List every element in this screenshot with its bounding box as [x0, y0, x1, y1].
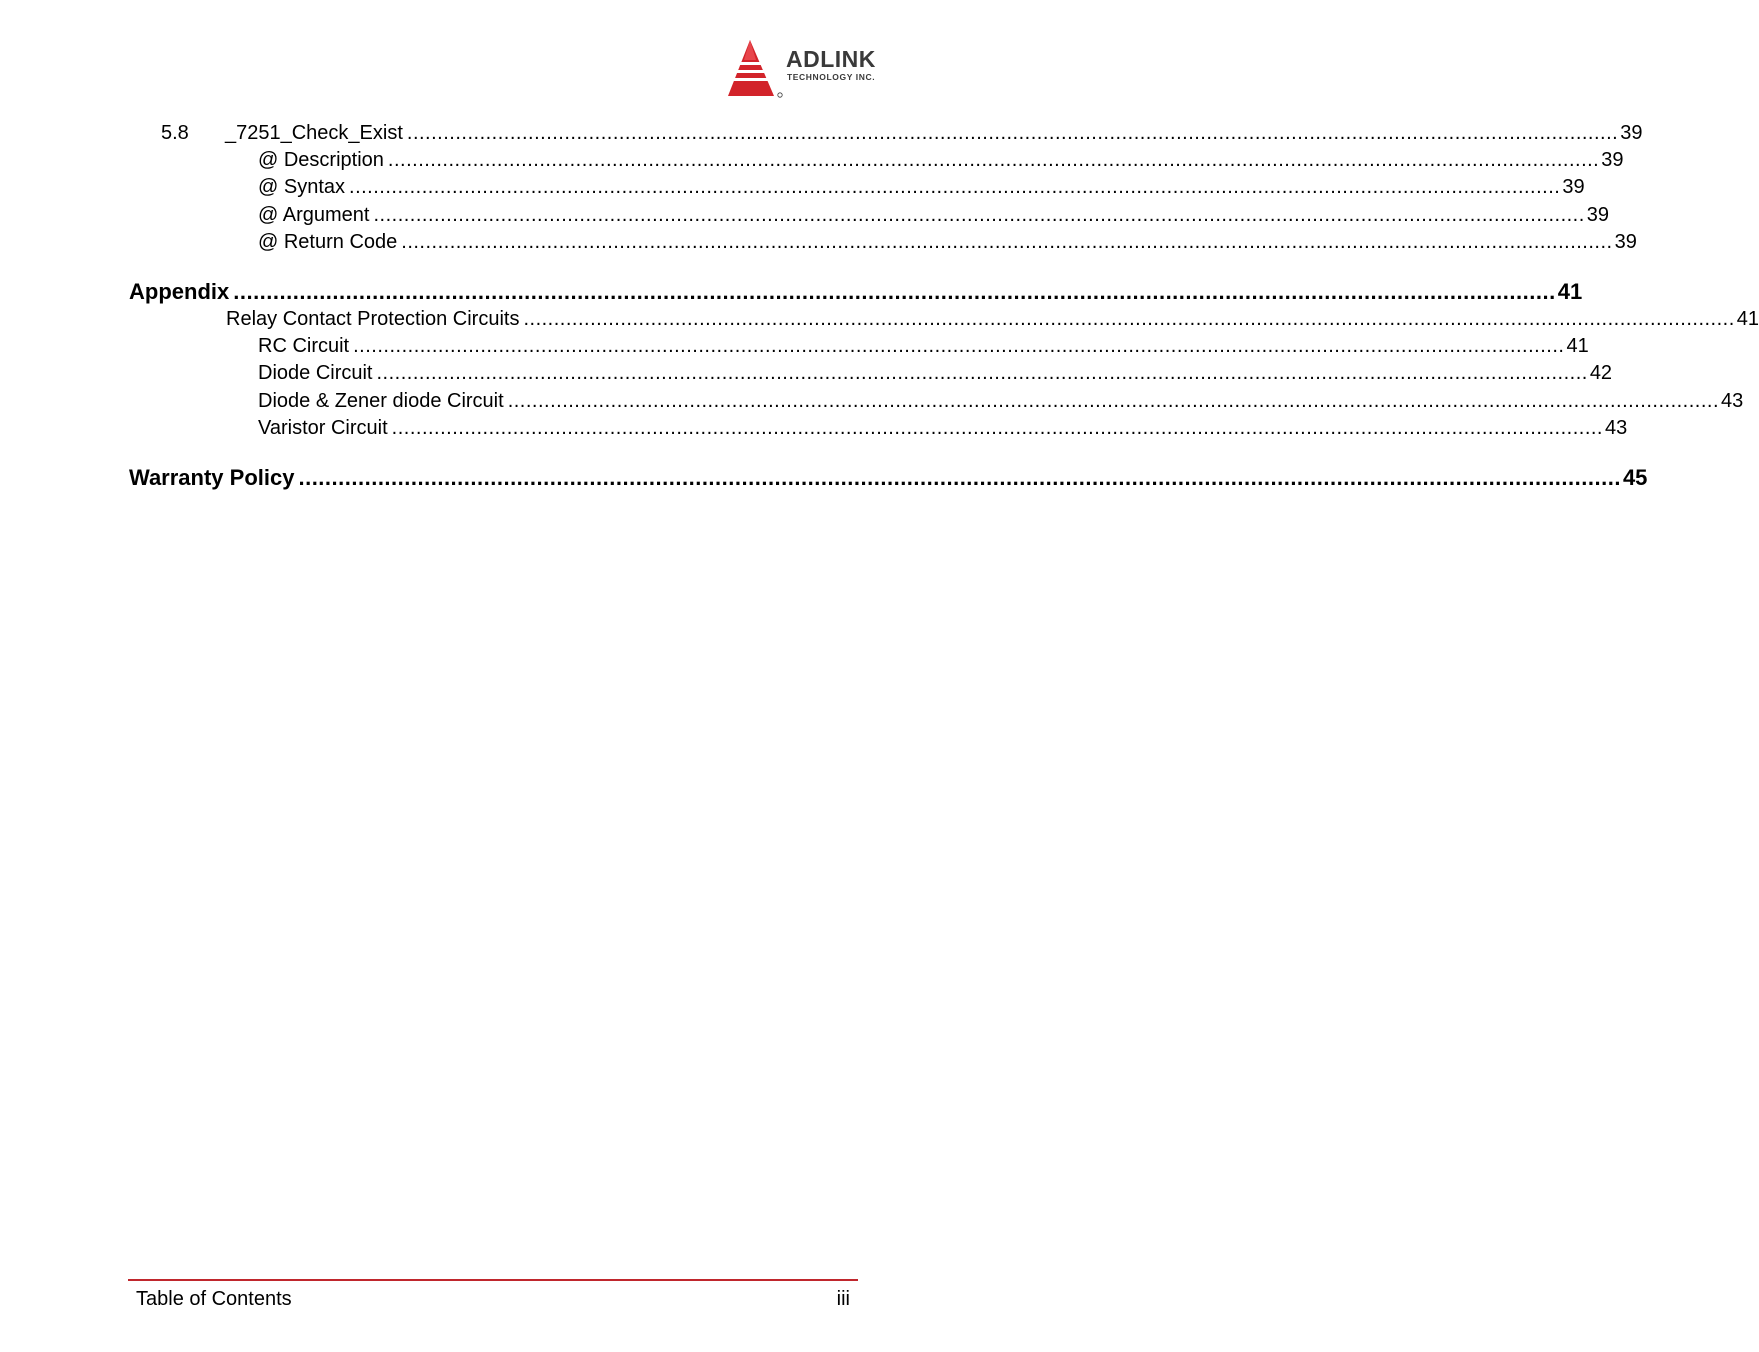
toc-entry[interactable] — [258, 204, 1610, 227]
toc-entry-title: @ Description — [258, 149, 384, 171]
toc-entry-page: 41 — [1566, 335, 1589, 357]
footer-section-title: Table of Contents — [136, 1288, 292, 1310]
toc-entry-title: @ Argument — [258, 204, 370, 226]
toc-entry-title: Diode Circuit — [258, 362, 373, 384]
toc-dot-leader: ........................................................................................................................................................................................................ — [523, 308, 1735, 330]
toc-entry-page: 39 — [1601, 149, 1624, 171]
toc-entry-title: @ Return Code — [258, 231, 398, 253]
toc-entry-page: 39 — [1562, 176, 1585, 198]
toc-entry[interactable] — [258, 231, 1637, 254]
toc-entry-page: 39 — [1620, 122, 1643, 144]
footer-page-number: iii — [836, 1288, 850, 1310]
toc-dot-leader: ........................................................................................................................................................................................................ — [373, 204, 1585, 226]
toc-entry-number: 5.8 — [161, 122, 189, 144]
brand-tagline: TECHNOLOGY INC. — [787, 72, 876, 82]
toc-dot-leader: ........................................................................................................................................................................................................ — [298, 465, 1621, 490]
toc-entry-title: Warranty Policy — [129, 465, 295, 490]
toc-entry[interactable] — [129, 465, 1648, 490]
footer-divider — [128, 1279, 858, 1281]
toc-entry[interactable] — [258, 362, 1613, 385]
brand-logo — [722, 38, 912, 100]
toc-dot-leader: ........................................................................................................................................................................................................ — [353, 335, 1565, 357]
toc-entry[interactable] — [161, 122, 1643, 145]
toc-entry-title: @ Syntax — [258, 176, 346, 198]
toc-entry-title: RC Circuit — [258, 335, 350, 357]
toc-entry[interactable] — [226, 308, 1759, 331]
toc-dot-leader: ........................................................................................................................................................................................................ — [233, 279, 1556, 304]
toc-entry-page: 45 — [1622, 465, 1648, 490]
toc-dot-leader: ........................................................................................................................................................................................................ — [376, 362, 1588, 384]
toc-entry-page: 39 — [1614, 231, 1637, 253]
toc-dot-leader: ........................................................................................................................................................................................................ — [406, 122, 1619, 144]
toc-dot-leader: ........................................................................................................................................................................................................ — [507, 390, 1720, 412]
toc-entry[interactable] — [258, 176, 1585, 199]
toc-entry[interactable] — [258, 335, 1589, 358]
toc-entry-page: 41 — [1557, 279, 1583, 304]
brand-name: ADLINK — [786, 46, 876, 72]
toc-dot-leader: ........................................................................................................................................................................................................ — [401, 231, 1613, 253]
toc-entry-title: Diode & Zener diode Circuit — [258, 390, 504, 412]
toc-entry-page: 41 — [1736, 308, 1759, 330]
toc-entry[interactable] — [258, 390, 1744, 413]
toc-entry-title: _7251_Check_Exist — [225, 122, 403, 144]
toc-entry-title: Varistor Circuit — [258, 417, 388, 439]
toc-dot-leader: ........................................................................................................................................................................................................ — [387, 149, 1600, 171]
toc-dot-leader: ........................................................................................................................................................................................................ — [391, 417, 1603, 439]
toc-entry-title: Relay Contact Protection Circuits — [226, 308, 520, 330]
toc-entry-page: 43 — [1721, 390, 1744, 412]
toc-entry[interactable] — [258, 417, 1628, 440]
toc-entry[interactable] — [129, 279, 1583, 304]
toc-entry-title: Appendix — [129, 279, 230, 304]
toc-entry[interactable] — [258, 149, 1624, 172]
toc-entry-page: 42 — [1589, 362, 1613, 384]
adlink-triangle-logo-icon — [722, 38, 784, 100]
toc-entry-page: 43 — [1604, 417, 1628, 439]
toc-entry-page: 39 — [1586, 204, 1610, 226]
toc-dot-leader: ........................................................................................................................................................................................................ — [349, 176, 1561, 198]
